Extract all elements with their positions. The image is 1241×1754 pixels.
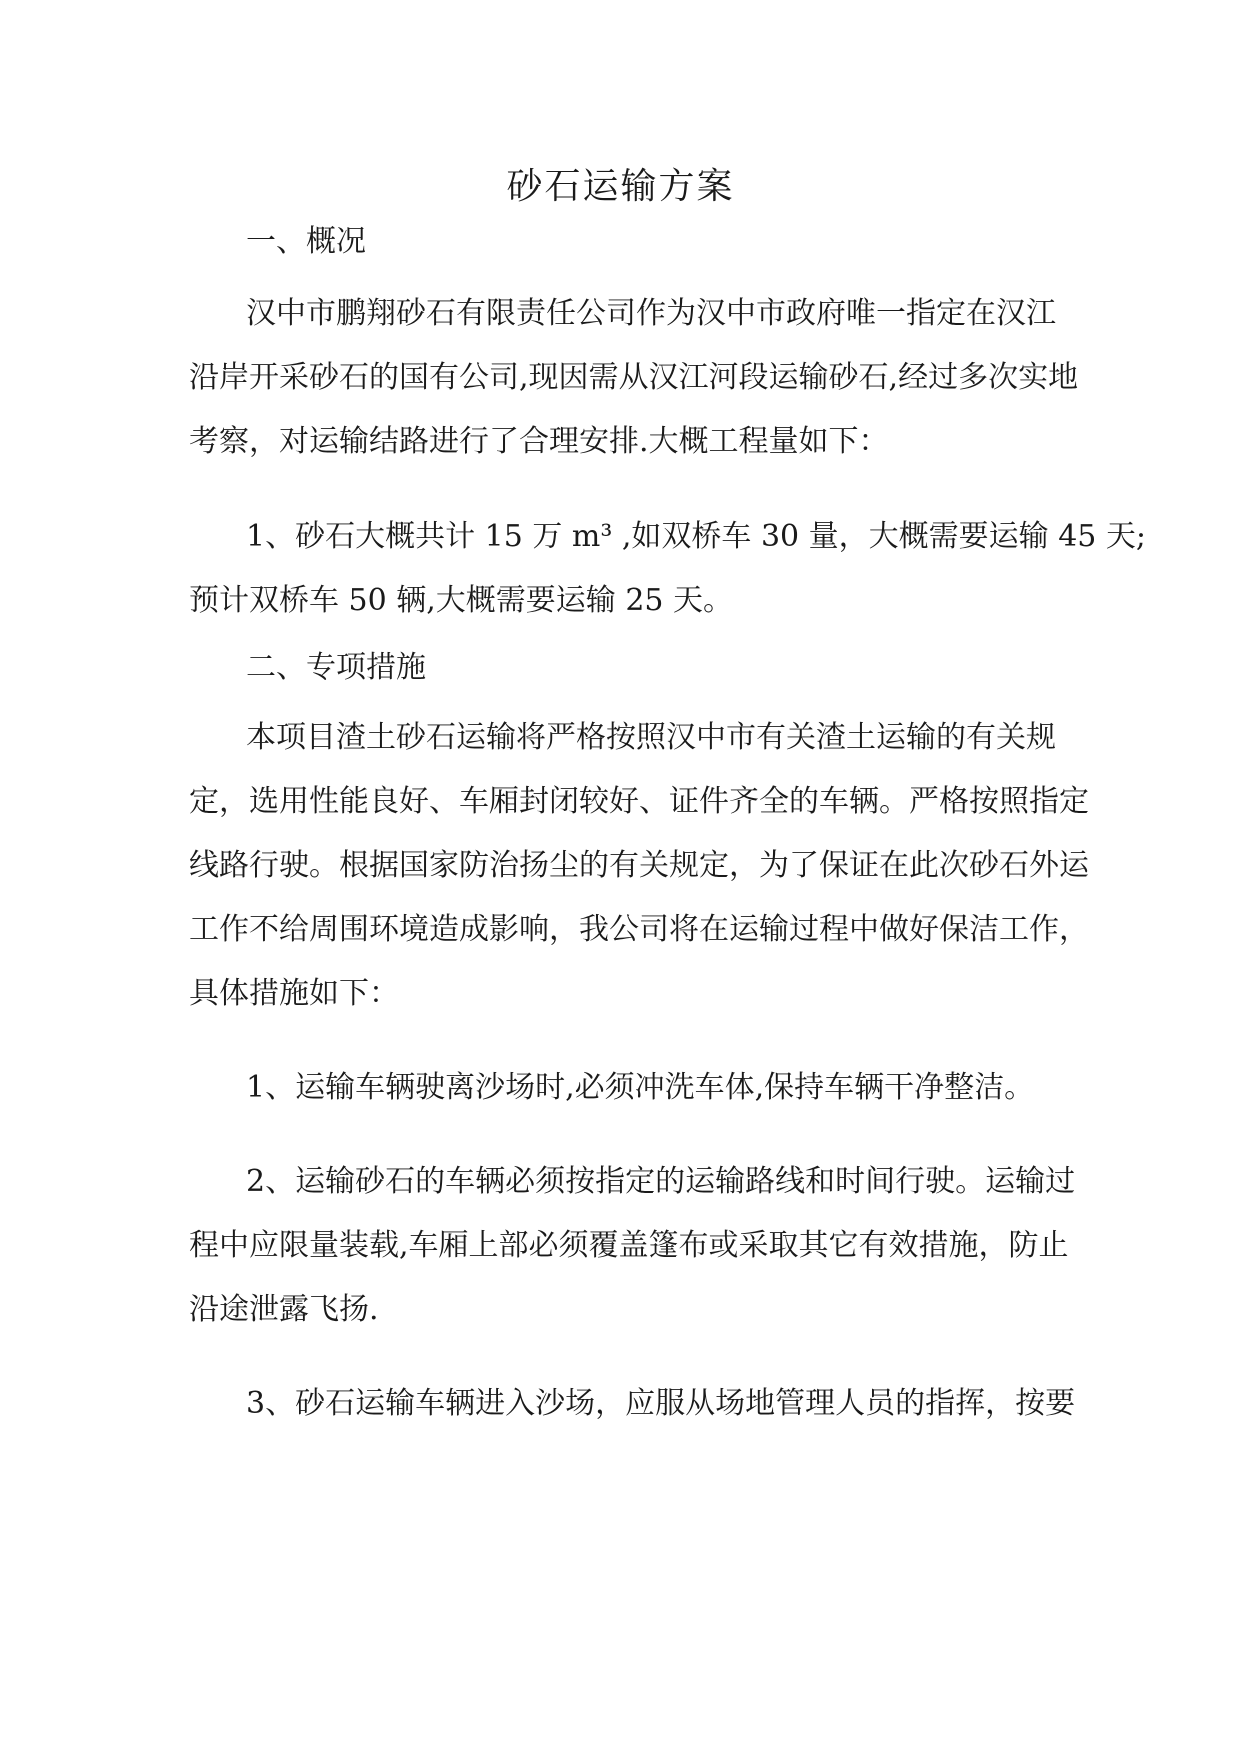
document-title: 砂石运输方案 bbox=[506, 166, 735, 207]
paragraph-line: 预计双桥车 50 辆,大概需要运输 25 天。 bbox=[189, 583, 734, 618]
paragraph-line: 线路行驶。根据国家防治扬尘的有关规定，为了保证在此次砂石外运 bbox=[189, 848, 1089, 883]
section-heading-measures: 二、专项措施 bbox=[246, 650, 426, 685]
section-heading-overview: 一、概况 bbox=[246, 224, 366, 259]
list-item: 3、砂石运输车辆进入沙场，应服从场地管理人员的指挥，按要 bbox=[246, 1386, 1076, 1421]
paragraph-line: 1、砂石大概共计 15 万 m³ ,如双桥车 30 量，大概需要运输 45 天; bbox=[246, 519, 1147, 554]
paragraph-line: 考察，对运输结路进行了合理安排.大概工程量如下： bbox=[189, 424, 889, 459]
paragraph-line: 工作不给周围环境造成影响，我公司将在运输过程中做好保洁工作， bbox=[189, 912, 1089, 947]
paragraph-line: 具体措施如下： bbox=[189, 976, 399, 1011]
paragraph-line: 本项目渣土砂石运输将严格按照汉中市有关渣土运输的有关规 bbox=[246, 720, 1056, 755]
paragraph-line: 沿岸开采砂石的国有公司,现因需从汉江河段运输砂石,经过多次实地 bbox=[189, 360, 1079, 395]
list-item: 2、运输砂石的车辆必须按指定的运输路线和时间行驶。运输过 bbox=[246, 1164, 1076, 1199]
list-item: 1、运输车辆驶离沙场时,必须冲洗车体,保持车辆干净整洁。 bbox=[246, 1070, 1035, 1105]
list-item: 沿途泄露飞扬. bbox=[189, 1292, 379, 1327]
paragraph-line: 汉中市鹏翔砂石有限责任公司作为汉中市政府唯一指定在汉江 bbox=[246, 296, 1056, 331]
list-item: 程中应限量装载,车厢上部必须覆盖篷布或采取其它有效措施，防止 bbox=[189, 1228, 1069, 1263]
paragraph-line: 定，选用性能良好、车厢封闭较好、证件齐全的车辆。严格按照指定 bbox=[189, 784, 1089, 819]
